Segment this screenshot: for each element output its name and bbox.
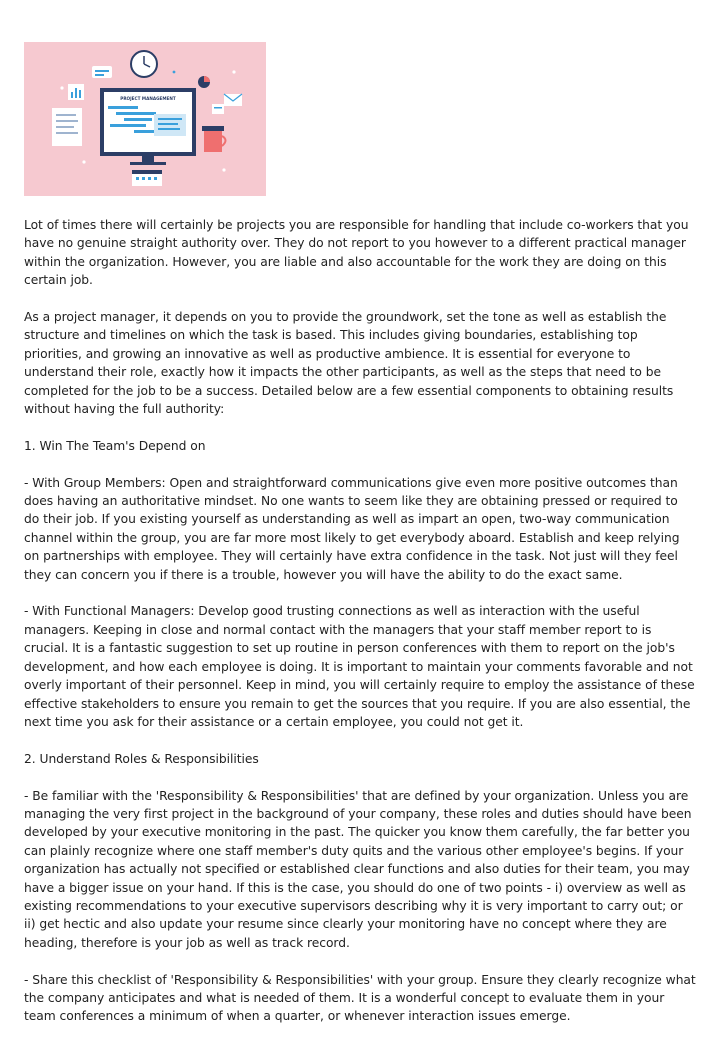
- paragraph-group-members: - With Group Members: Open and straightforward communications give even more positive outcomes than does having an authoritative mindset. No one wants to seem like they are obtaining pressed or required to do their job. If you existing yourself as understanding as well as impart an open, two-way communication channel within the group, you are far more most likely to get everybody aboard. Establish and keep relying on partnerships with employee. They will certainly have extra confidence in the task. Not just will they feel they can concern you if there is a trouble, however you will have the ability to do the exact same.: [24, 475, 680, 582]
- calendar-icon: [132, 170, 162, 186]
- paragraph-functional-managers: - With Functional Managers: Develop good trusting connections as well as interaction with the useful managers. Keeping in close and normal contact with the managers that your staff member report to is crucial. It is a fantastic suggestion to set up routine in person conferences with them to report on the job's development, and how each employee is doing. It is important to maintain your comments favorable and not overly important of their personnel. Keep in mind, you will certainly require to employ the assistance of these effective stakeholders to ensure you remain to get the sources that you require. If you are also essential, the next time you ask for their assistance or a certain employee, you could not get it.: [24, 604, 695, 729]
- article-body: [24, 216, 696, 1044]
- section-heading-roles: 2. Understand Roles & Responsibilities: [24, 751, 259, 766]
- coffee-cup-icon: [202, 126, 226, 152]
- pie-chart-icon: [198, 76, 210, 88]
- decor-dot: [82, 160, 85, 163]
- monitor-icon: [100, 88, 196, 165]
- paragraph-responsibilities: - Be familiar with the 'Responsibility & Responsibilities' that are defined by your organization. Unless you are managing the very first project in the background of your company, these roles and duties should have been developed by your executive monitoring in the past. The quicker you know them carefully, the far better you can plainly recognize where one staff member's duty quits and the various other employee's begins. If your organization has actually not specified or established clear functions and also duties for their team, you may have a bigger issue on your hand. If this is the case, you should do one of two points - i) overview as well as existing recommendations to your executive supervisors describing why it is very important to carry out; or ii) get hectic and also update your resume since clearly your monitoring have no concept where they are heading, therefore is your job as well as track record.: [24, 788, 692, 950]
- chat-bubble-icon: [92, 66, 112, 78]
- illustration-svg: [24, 42, 266, 196]
- decor-dot: [173, 71, 176, 74]
- clock-icon: [131, 51, 157, 77]
- note-icon: [212, 104, 224, 114]
- decor-dot: [222, 168, 225, 171]
- section-heading-trust: 1. Win The Team's Depend on: [24, 438, 206, 453]
- paragraph-intro: Lot of times there will certainly be projects you are responsible for handling that include co-workers that you have no genuine straight authority over. They do not report to you however to a different practical manager within the organization. However, you are liable and also accountable for the work they are doing on this certain job.: [24, 218, 689, 288]
- bar-chart-icon: [68, 84, 84, 100]
- screen-title: PROJECT MANAGEMENT: [120, 96, 176, 101]
- envelope-icon: [224, 94, 242, 106]
- project-management-illustration: [24, 42, 266, 196]
- decor-dot: [232, 70, 235, 73]
- document-icon: [52, 108, 82, 146]
- paragraph-share-checklist: - Share this checklist of 'Responsibility & Responsibilities' with your group. Ensure they clearly recognize what the company anticipates and what is needed of them. It is a wonderful concept to evaluate them in your team conferences a minimum of when a quarter, or whenever interaction issues emerge.: [24, 972, 696, 1024]
- paragraph-groundwork: As a project manager, it depends on you to provide the groundwork, set the tone as well as establish the structure and timelines on which the task is based. This includes giving boundaries, establishing top priorities, and growing an innovative as well as productive ambience. It is essential for everyone to understand their role, exactly how it impacts the other participants, as well as the steps that need to be completed for the job to be a success. Detailed below are a few essential components to obtaining results without having the full authority:: [24, 310, 674, 417]
- decor-dot: [60, 86, 63, 89]
